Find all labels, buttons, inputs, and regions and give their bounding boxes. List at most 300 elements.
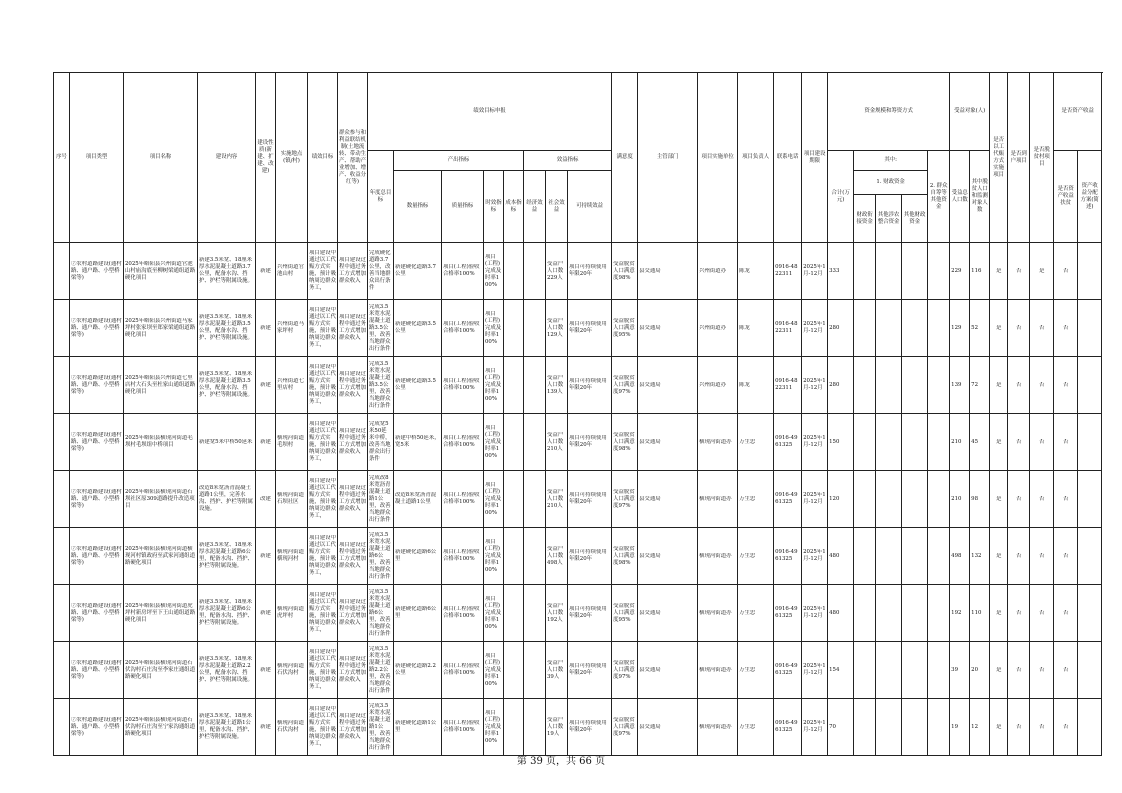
col-qty: 数量指标: [394, 171, 442, 243]
cell-text: 新建硬化道路3.5公里: [395, 378, 436, 391]
cell-text: 项目(工程)验收合格率100%: [443, 492, 480, 505]
cell-content: [198, 414, 256, 471]
cell-sustain: [568, 585, 612, 642]
col-period: 项目建设期限: [802, 73, 828, 243]
cell-text: 项目(工程)完成及时率100%: [485, 367, 502, 402]
cell-text: 否: [1015, 324, 1022, 331]
cell-location: [276, 585, 308, 642]
cell-text: 兴州街道马家坪村: [277, 321, 304, 334]
cell-text: 新建硬化道路3.5公里: [395, 321, 436, 334]
cell-work: [990, 642, 1008, 699]
cell-text: 新建: [260, 723, 271, 730]
cell-qty: [394, 642, 442, 699]
col-asset-income: 是否资产收益: [1054, 73, 1102, 151]
cell-text: 否: [1038, 552, 1045, 559]
cell-seq: [54, 243, 70, 300]
cell-poor-vil: [1030, 300, 1054, 357]
cell-phone: [774, 357, 802, 414]
cell-text: ⑦农村道路建设(通村路、通户路、小型桥梁等): [71, 374, 122, 395]
cell-seq: [54, 300, 70, 357]
cell-text: 52: [971, 324, 979, 331]
cell-text: 项目(工程)验收合格率100%: [443, 264, 480, 277]
cell-text: 项目(工程)完成及时率100%: [485, 253, 502, 288]
cell-poor-vil: [1030, 585, 1054, 642]
cell-text: 否: [1015, 495, 1022, 502]
cell-quality: [442, 642, 484, 699]
cell-text: 项目建设过程中通过务工方式增加群众收入: [339, 257, 366, 284]
table-row: [54, 300, 1102, 357]
cell-qty: [394, 585, 442, 642]
col-total: 合计(万元): [828, 151, 854, 243]
cell-econ: [524, 699, 546, 756]
cell-poor-vil: [1030, 699, 1054, 756]
cell-dept: [638, 357, 698, 414]
cell-asset-dist: [1078, 414, 1102, 471]
cell-sustain: [568, 642, 612, 699]
cell-phone: [774, 528, 802, 585]
col-person: 项目负责人: [738, 73, 774, 243]
cell-text: 完成3.5米宽水泥混凝土道路2.2公里，改善当地群众出行条件: [369, 645, 391, 694]
cell-text: 横现河街道办: [699, 552, 732, 559]
cell-period: [802, 528, 828, 585]
cell-unit: [698, 585, 738, 642]
cell-text: 是: [995, 723, 1002, 730]
cell-text: 项目(工程)验收合格率100%: [443, 549, 480, 562]
cell-text: 项目(工程)验收合格率100%: [443, 378, 480, 391]
cell-perf: [308, 357, 338, 414]
cell-quality: [442, 243, 484, 300]
cell-text: 受益户人口数192人: [547, 602, 564, 623]
cell-unit: [698, 528, 738, 585]
cell-annual: [368, 243, 394, 300]
cell-text: 否: [1015, 552, 1022, 559]
cell-nature: [256, 528, 276, 585]
cell-content: [198, 699, 256, 756]
cell-text: 完成3.5米宽水泥混凝土道路3.5公里，改善当地群众出行条件: [369, 360, 391, 409]
cell-asset-poor: [1054, 642, 1078, 699]
cell-text: 项目(工程)完成及时率100%: [485, 595, 502, 630]
cell-mass: [338, 585, 368, 642]
cell-satis: [612, 699, 638, 756]
col-timeliness: 时效指标: [484, 171, 504, 243]
cell-person: [738, 642, 774, 699]
cell-name: [124, 471, 198, 528]
cell-perf: [308, 471, 338, 528]
cell-text: 受益户人口数229人: [547, 260, 564, 281]
cell-text: ⑦农村道路建设(通村路、通户路、小型桥梁等): [71, 545, 122, 566]
cell-text: 192: [951, 609, 962, 616]
cell-other-agri: [876, 243, 902, 300]
cell-social: [546, 642, 568, 699]
cell-text: 150: [829, 438, 840, 445]
cell-text: 2025年1月-12月: [803, 321, 826, 334]
cell-text: 项目建设中通过以工代赈方式实施，预计吸纳周边群众务工，: [309, 421, 336, 462]
cell-text: 否: [1038, 666, 1045, 673]
cell-central: [854, 471, 876, 528]
cell-total: [828, 471, 854, 528]
cell-unit: [698, 300, 738, 357]
cell-social: [546, 528, 568, 585]
cell-text: 项目建设中通过以工代赈方式实施，预计吸纳周边群众务工，: [309, 649, 336, 690]
cell-text: 陈龙: [739, 267, 750, 274]
cell-social: [546, 471, 568, 528]
cell-b-total: [950, 642, 970, 699]
cell-seq: [54, 585, 70, 642]
cell-text: 210: [951, 438, 962, 445]
cell-annual: [368, 585, 394, 642]
cell-work: [990, 357, 1008, 414]
cell-household: [1008, 300, 1030, 357]
cell-quality: [442, 585, 484, 642]
cell-text: ⑦农村道路建设(通村路、通户路、小型桥梁等): [71, 431, 122, 452]
cell-text: 110: [971, 609, 982, 616]
cell-text: 改建: [260, 495, 271, 502]
cell-nature: [256, 414, 276, 471]
cell-text: 是: [995, 552, 1002, 559]
cell-text: 受益脱贫人口满意度97%: [613, 374, 635, 395]
cell-social: [546, 300, 568, 357]
cell-text: 受益脱贫人口满意度97%: [613, 488, 635, 509]
cell-text: 项目(工程)完成及时率100%: [485, 652, 502, 687]
cell-time: [484, 528, 504, 585]
col-content: 建设内容: [198, 73, 256, 243]
cell-name: [124, 699, 198, 756]
cell-text: 横现河街道办: [699, 609, 732, 616]
cell-text: 受益脱贫人口满意度97%: [613, 716, 635, 737]
cell-name: [124, 642, 198, 699]
cell-annual: [368, 357, 394, 414]
cell-text: 否: [1062, 723, 1069, 730]
cell-other-agri: [876, 699, 902, 756]
cell-text: 兴州街道七里店村: [277, 378, 304, 391]
cell-time: [484, 699, 504, 756]
cell-other-fiscal: [902, 642, 928, 699]
col-other-agri: 其他涉农整合资金: [876, 195, 902, 243]
cell-b-poor: [970, 642, 990, 699]
cell-satis: [612, 300, 638, 357]
cell-text: 新建硬化道路6公里: [395, 606, 437, 619]
cell-text: 受益户人口数498人: [547, 545, 564, 566]
table-row: [54, 642, 1102, 699]
cell-text: 2025年1月-12月: [803, 549, 826, 562]
cell-cost: [504, 471, 524, 528]
cell-household: [1008, 414, 1030, 471]
cell-text: 70: [829, 723, 836, 730]
cell-text: 县交通局: [639, 552, 661, 559]
cell-central: [854, 585, 876, 642]
cell-text: 98: [971, 495, 979, 502]
cell-mass: [338, 699, 368, 756]
cell-b-total: [950, 471, 970, 528]
cell-text: 县交通局: [639, 666, 661, 673]
cell-person: [738, 528, 774, 585]
cell-text: 项目建设中通过以工代赈方式实施，预计吸纳周边群众务工，: [309, 535, 336, 576]
cell-text: 0916-4961325: [775, 720, 798, 733]
cell-sustain: [568, 243, 612, 300]
cell-text: 项目建设中通过以工代赈方式实施，预计吸纳周边群众务工，: [309, 250, 336, 291]
cell-text: 新建3.5米宽、18厘米厚水泥混凝土道路1公里，配备水沟、挡护、护栏等附属设施。: [199, 713, 253, 740]
cell-quality: [442, 699, 484, 756]
col-benefit: 效益指标: [524, 151, 612, 171]
col-cost: 成本指标: [504, 171, 524, 243]
cell-b-poor: [970, 585, 990, 642]
cell-text: 2025年1月-12月: [803, 492, 826, 505]
cell-text: 完成3.5米宽水泥混凝土道路3.5公里，改善当地群众出行条件: [369, 303, 391, 352]
cell-satis: [612, 642, 638, 699]
cell-text: 受益户人口数39人: [547, 659, 564, 680]
cell-dept: [638, 414, 698, 471]
cell-text: 2025年略阳县横现河街道毛坝村毛坝组中桥项目: [125, 435, 193, 448]
cell-central: [854, 414, 876, 471]
cell-text: 否: [1038, 324, 1045, 331]
cell-total: [828, 243, 854, 300]
cell-location: [276, 699, 308, 756]
cell-work: [990, 414, 1008, 471]
cell-work: [990, 471, 1008, 528]
cell-household: [1008, 471, 1030, 528]
cell-total: [828, 300, 854, 357]
cell-b-poor: [970, 414, 990, 471]
cell-text: 2025年略阳县横现河街道石坝社区原309道路提升改造项目: [125, 488, 195, 509]
cell-text: 2025年略阳县横现河街道虎坪村新房坪至下王山通组道路硬化项目: [125, 602, 196, 623]
cell-cost: [504, 642, 524, 699]
col-asset-poor: 是否资产收益扶贫: [1054, 151, 1078, 243]
cell-asset-dist: [1078, 585, 1102, 642]
cell-perf: [308, 585, 338, 642]
cell-text: 县交通局: [639, 324, 661, 331]
cell-text: 是: [995, 324, 1002, 331]
cell-satis: [612, 243, 638, 300]
cell-household: [1008, 243, 1030, 300]
cell-text: 120: [829, 495, 840, 502]
col-county-proj: 是否到户项目: [1008, 73, 1030, 243]
col-location: 实施地点(镇/村): [276, 73, 308, 243]
cell-central: [854, 243, 876, 300]
cell-type: [70, 528, 124, 585]
cell-phone: [774, 585, 802, 642]
cell-text: ⑦农村道路建设(通村路、通户路、小型桥梁等): [71, 716, 122, 737]
cell-text: 0916-4961325: [775, 663, 798, 676]
cell-text: 280: [829, 381, 840, 388]
table-row: [54, 585, 1102, 642]
cell-text: 210: [951, 495, 962, 502]
cell-content: [198, 585, 256, 642]
col-phone: 联系电话: [774, 73, 802, 243]
cell-self: [928, 585, 950, 642]
cell-text: 新建3.5米宽、18厘米厚水泥混凝土道路3.5公里，配备水沟、挡护、护栏等附属设施。: [199, 371, 253, 398]
cell-self: [928, 357, 950, 414]
cell-person: [738, 414, 774, 471]
col-annual: 年度总目标: [368, 151, 394, 243]
cell-period: [802, 699, 828, 756]
cell-type: [70, 642, 124, 699]
cell-text: 项目建设中通过以工代赈方式实施，预计吸纳周边群众务工，: [309, 706, 336, 747]
cell-sustain: [568, 357, 612, 414]
cell-econ: [524, 642, 546, 699]
cell-text: 陈龙: [739, 381, 750, 388]
cell-text: 39: [951, 666, 959, 673]
cell-perf: [308, 528, 338, 585]
project-table: [53, 72, 1102, 756]
cell-text: 项目建设中通过以工代赈方式实施，预计吸纳周边群众务工，: [309, 478, 336, 519]
cell-household: [1008, 642, 1030, 699]
cell-phone: [774, 414, 802, 471]
cell-b-total: [950, 243, 970, 300]
cell-total: [828, 699, 854, 756]
cell-text: 否: [1015, 438, 1022, 445]
cell-text: 受益户人口数210人: [547, 488, 564, 509]
cell-text: ⑦农村道路建设(通村路、通户路、小型桥梁等): [71, 659, 122, 680]
cell-text: 横现河街道毛坝村: [277, 435, 304, 448]
cell-mass: [338, 528, 368, 585]
cell-social: [546, 699, 568, 756]
cell-text: 新建中桥50延米，宽5米: [395, 435, 440, 448]
cell-text: 2025年1月-12月: [803, 606, 826, 619]
cell-nature: [256, 471, 276, 528]
cell-other-agri: [876, 414, 902, 471]
cell-text: 280: [829, 324, 840, 331]
cell-cost: [504, 243, 524, 300]
cell-text: 新建: [260, 552, 271, 559]
cell-sustain: [568, 528, 612, 585]
cell-text: 139: [951, 381, 962, 388]
cell-econ: [524, 585, 546, 642]
cell-annual: [368, 471, 394, 528]
cell-other-agri: [876, 300, 902, 357]
cell-poor-vil: [1030, 357, 1054, 414]
cell-text: 新建宽5米中桥50延米: [199, 438, 253, 445]
cell-asset-poor: [1054, 243, 1078, 300]
cell-period: [802, 300, 828, 357]
cell-text: 新建: [260, 666, 271, 673]
cell-text: 2025年略阳县兴州街道七里店村大石头至杜家山通组道路硬化项目: [125, 374, 196, 395]
cell-text: 否: [1062, 267, 1069, 274]
cell-text: 横现河街道横现河村: [277, 549, 304, 562]
cell-text: 2025年略阳县横现河街道石伏沟村石庄沟至宁家沟通组道路硬化项目: [125, 716, 196, 737]
cell-text: 横现河街道办: [699, 495, 732, 502]
cell-mass: [338, 357, 368, 414]
cell-social: [546, 357, 568, 414]
cell-household: [1008, 699, 1030, 756]
cell-annual: [368, 414, 394, 471]
cell-dept: [638, 243, 698, 300]
cell-qty: [394, 300, 442, 357]
cell-econ: [524, 300, 546, 357]
cell-location: [276, 414, 308, 471]
cell-text: 45: [971, 438, 979, 445]
cell-text: 横现河街道办: [699, 666, 732, 673]
cell-b-poor: [970, 300, 990, 357]
cell-time: [484, 585, 504, 642]
cell-sustain: [568, 471, 612, 528]
cell-text: 县交通局: [639, 438, 661, 445]
cell-text: 受益脱贫人口满意度98%: [613, 545, 635, 566]
cell-asset-poor: [1054, 300, 1078, 357]
cell-period: [802, 471, 828, 528]
cell-text: 新建硬化道路2.2公里: [395, 663, 436, 676]
cell-unit: [698, 471, 738, 528]
cell-text: 受益户人口数129人: [547, 317, 564, 338]
cell-text: 116: [971, 267, 982, 274]
cell-cost: [504, 357, 524, 414]
col-output: 产出指标: [394, 151, 524, 171]
col-work-relief: 是否以工代赈方式实施项目: [990, 73, 1008, 243]
cell-social: [546, 585, 568, 642]
cell-text: 是: [995, 381, 1002, 388]
cell-name: [124, 300, 198, 357]
cell-annual: [368, 642, 394, 699]
cell-text: 新建3.5米宽、18厘米厚水泥混凝土道路6公里，配备水沟、挡护、护栏等附属设施。: [199, 542, 253, 569]
cell-other-fiscal: [902, 300, 928, 357]
col-funding: 资金规模和筹资方式: [828, 73, 950, 151]
cell-text: 12: [971, 723, 979, 730]
cell-econ: [524, 528, 546, 585]
cell-text: 万生忠: [739, 609, 756, 616]
cell-text: 20: [971, 666, 979, 673]
cell-text: 否: [1038, 495, 1045, 502]
cell-household: [1008, 528, 1030, 585]
cell-dept: [638, 699, 698, 756]
table-row: [54, 357, 1102, 414]
col-of-which: 其中:: [854, 151, 928, 171]
cell-text: 万生忠: [739, 495, 756, 502]
cell-text: 受益脱贫人口满意度98%: [613, 260, 635, 281]
cell-sustain: [568, 300, 612, 357]
cell-name: [124, 528, 198, 585]
cell-text: 是: [995, 609, 1002, 616]
cell-econ: [524, 414, 546, 471]
cell-b-total: [950, 300, 970, 357]
cell-text: 新建硬化道路1公里: [395, 720, 437, 733]
cell-text: 横现河街道虎坪村: [277, 606, 304, 619]
cell-location: [276, 528, 308, 585]
cell-text: 县交通局: [639, 495, 661, 502]
cell-work: [990, 699, 1008, 756]
cell-text: 2025年1月-12月: [803, 378, 826, 391]
cell-text: ⑦农村道路建设(通村路、通户路、小型桥梁等): [71, 488, 122, 509]
table-body: [54, 243, 1102, 756]
cell-quality: [442, 414, 484, 471]
cell-text: 229: [951, 267, 962, 274]
cell-text: 新建硬化道路3.7公里: [395, 264, 436, 277]
cell-text: 项目(工程)验收合格率100%: [443, 606, 480, 619]
cell-text: 完成3.5米宽水泥混凝土道路6公里，改善当地群众出行条件: [369, 588, 391, 637]
cell-other-fiscal: [902, 243, 928, 300]
cell-dept: [638, 528, 698, 585]
cell-text: 0916-4822311: [775, 264, 798, 277]
cell-text: 县交通局: [639, 381, 661, 388]
table-row: [54, 471, 1102, 528]
cell-quality: [442, 357, 484, 414]
cell-text: 兴州街道办: [699, 267, 727, 274]
cell-text: 129: [951, 324, 962, 331]
cell-text: 项目(工程)验收合格率100%: [443, 321, 480, 334]
cell-total: [828, 357, 854, 414]
cell-other-agri: [876, 528, 902, 585]
cell-other-fiscal: [902, 528, 928, 585]
cell-text: 0916-4961325: [775, 606, 798, 619]
cell-text: 0916-4961325: [775, 435, 798, 448]
cell-other-agri: [876, 357, 902, 414]
cell-text: 项目建设过程中通过务工方式增加群众收入: [339, 314, 366, 341]
cell-text: 项目可持续使用年限20年: [569, 378, 607, 391]
cell-asset-poor: [1054, 471, 1078, 528]
cell-text: 横现河街道石伏沟村: [277, 720, 304, 733]
cell-text: 横现河街道办: [699, 723, 732, 730]
col-name: 项目名称: [124, 73, 198, 243]
cell-text: 2025年略阳县兴州街道官池山村庙沟底至柳树梁通组道路硬化项目: [125, 260, 196, 281]
cell-unit: [698, 357, 738, 414]
